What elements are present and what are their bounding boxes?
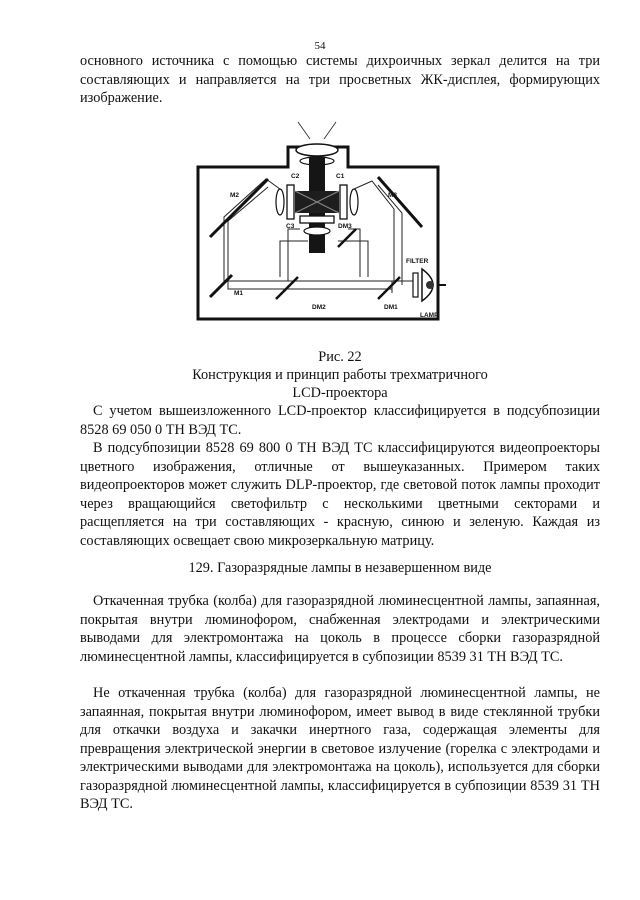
mirror-m3 <box>378 177 422 227</box>
lcd-projector-figure <box>188 117 456 333</box>
label-filter: FILTER <box>406 258 429 265</box>
figure-caption-line-2: LCD-проектора <box>292 385 388 401</box>
label-c2: C2 <box>291 173 300 180</box>
projector-diagram <box>188 117 456 333</box>
condenser-lens-left <box>276 189 284 215</box>
figure-caption-number: Рис. 22 <box>318 349 362 365</box>
intro-paragraph: основного источника с помощью системы дихроичных зеркал делится на три составляющих и направляется на три просветных ЖК-дисплея, формирующих изображение. <box>80 53 600 106</box>
label-dm2: DM2 <box>312 304 326 311</box>
filter <box>413 273 418 297</box>
label-lamp: LAMP <box>420 312 439 319</box>
condenser-lens-bottom <box>304 227 330 235</box>
projection-lens <box>296 144 338 156</box>
dichroic-mirror-dm2 <box>276 277 298 299</box>
label-m3: M3 <box>388 192 398 199</box>
label-dm3: DM3 <box>338 223 352 230</box>
page-number: 54 <box>314 40 326 52</box>
label-m1: M1 <box>234 290 244 297</box>
classification-paragraph-1: С учетом вышеизложенного LCD-проектор классифицируется в подсубпозиции 8528 69 050 0 ТН ВЭД ТС. <box>80 403 600 438</box>
figure-caption-line-1: Конструкция и принцип работы трехматричного <box>192 367 488 383</box>
dichroic-mirror-dm1 <box>378 277 400 299</box>
projection-ray-right <box>324 122 336 139</box>
lcd-panel-c2 <box>287 185 294 219</box>
lcd-panel-c3 <box>300 216 334 223</box>
lamp-bulb <box>426 281 434 289</box>
label-m2: M2 <box>230 192 240 199</box>
condenser-lens-right <box>350 189 358 215</box>
dichroic-mirror-dm3 <box>338 229 356 247</box>
section-paragraph-2: Не откаченная трубка (колба) для газоразрядной люминесцентной лампы, не запаянная, покрытая внутри люминофором, имеет вывод в виде стеклянной трубки для откачки воздуха и закачки инертного газа, содержащая элементы для превращения электрической энергии в световое излучение (горелка с электродами и электрическими выводами для электромонтажа на цоколь), используется для сборки газоразрядной люминесцентной лампы, классифицируется в субпозиции 8539 31 ТН ВЭД ТС. <box>80 685 600 812</box>
label-c3: C3 <box>286 223 295 230</box>
lcd-panel-c1 <box>340 185 347 219</box>
section-paragraph-1: Откаченная трубка (колба) для газоразрядной люминесцентной лампы, запаянная, покрытая внутри люминофором, снабженная электродами и электрическими выводами для электромонтажа на цоколь в процессе сборки газоразрядной люминесцентной лампы, классифицируется в субпозиции 8539 31 ТН ВЭД ТС. <box>80 593 600 665</box>
mirror-m1 <box>210 275 232 297</box>
classification-paragraph-2: В подсубпозиции 8528 69 800 0 ТН ВЭД ТС классифицируются видеопроекторы цветного изображения, отличные от вышеуказанных. Примером таких видеопроекторов может служить DLP-проектор, где световой поток лампы проходит через вращающийся светофильтр с несколькими цветными секторами и расщепляется на три составляющих - красную, синюю и зеленую. Каждая из составляющих освещает свою микрозеркальную матрицу. <box>80 440 600 549</box>
label-c1: C1 <box>336 173 345 180</box>
mirror-m2 <box>210 179 268 237</box>
label-dm1: DM1 <box>384 304 398 311</box>
projection-ray-left <box>298 122 310 139</box>
section-heading: 129. Газоразрядные лампы в незавершенном виде <box>188 560 492 576</box>
